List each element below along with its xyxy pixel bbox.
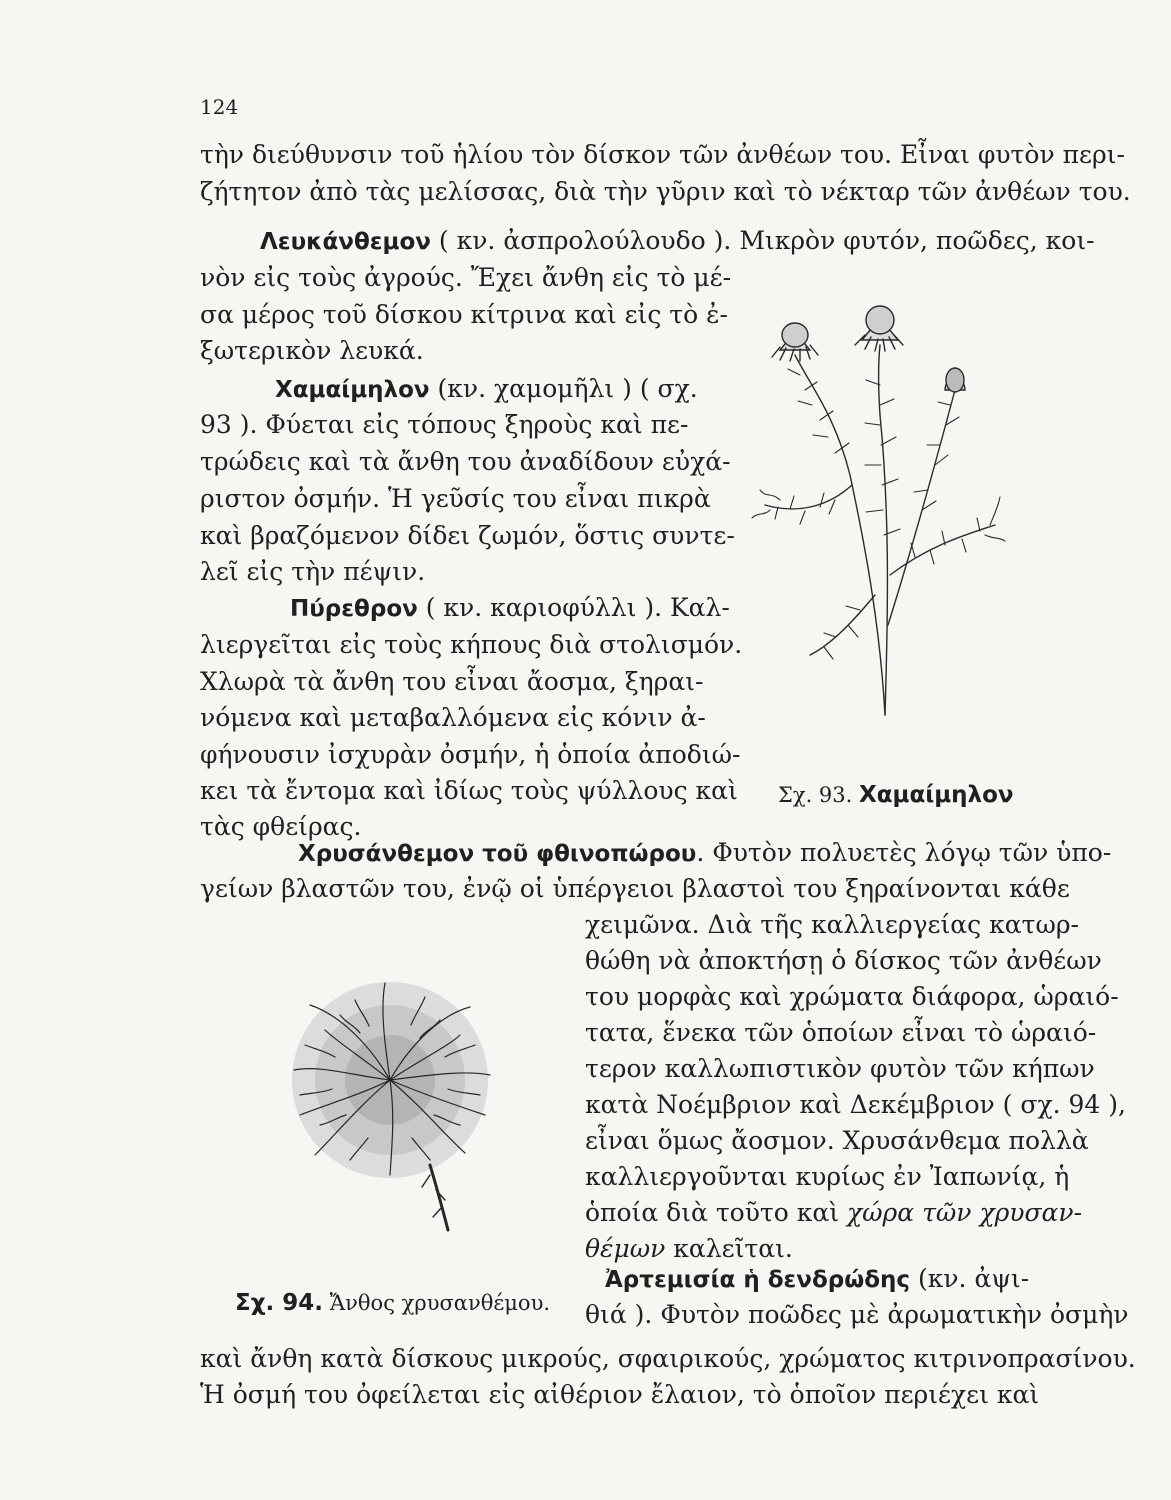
chrysanthemon-line-3: χειμῶνα. Διὰ τῆς καλλιεργείας κατωρ- bbox=[585, 910, 1079, 939]
chrysanthemon-line-10: καλλιεργοῦνται κυρίως ἐν Ἰαπωνίᾳ, ἡ bbox=[585, 1162, 1070, 1191]
pyrethron-line-6: κει τὰ ἔντομα καὶ ἰδίως τοὺς ψύλλους καὶ bbox=[200, 776, 738, 805]
chrysanthemon-line-4: θώθη νὰ ἀποκτήσῃ ὁ δίσκος τῶν ἀνθέων bbox=[585, 946, 1102, 975]
chrysanthemon-line-5: του μορφὰς καὶ χρώματα διάφορα, ὡραιό- bbox=[585, 982, 1119, 1011]
artemisia-line-2: θιά ). Φυτὸν ποῶδες μὲ ἀρωματικὴν ὀσμὴν bbox=[585, 1300, 1129, 1329]
leukanthemon-title: Λευκάνθεμον bbox=[260, 229, 431, 255]
pyrethron-text: ( κν. καριοφύλλι ). Καλ- bbox=[417, 593, 730, 622]
chamaimilon-title: Χαμαίμηλον bbox=[275, 377, 430, 403]
intro-line-2: ζήτητον ἀπὸ τὰς μελίσσας, διὰ τὴν γῦριν καὶ τὸ νέκταρ τῶν ἀνθέων του. bbox=[200, 177, 1131, 206]
figure-93-label: Σχ. 93. bbox=[778, 783, 853, 807]
chamaimilon-line-2: 93 ). Φύεται εἰς τόπους ξηροὺς καὶ πε- bbox=[200, 410, 689, 439]
leukanthemon-line-4: ξωτερικὸν λευκά. bbox=[200, 336, 424, 365]
chrysanthemon-line-7: τερον καλλωπιστικὸν φυτὸν τῶν κήπων bbox=[585, 1054, 1095, 1083]
pyrethron-line-3: Χλωρὰ τὰ ἄνθη του εἶναι ἄοσμα, ξηραι- bbox=[200, 667, 704, 696]
leukanthemon-line-3: σα μέρος τοῦ δίσκου κίτρινα καὶ εἰς τὸ ἐ- bbox=[200, 300, 728, 329]
chrysanthemon-line-6: τατα, ἕνεκα τῶν ὁποίων εἶναι τὸ ὡραιό- bbox=[585, 1018, 1097, 1047]
artemisia-title: Ἀρτεμισία ἡ δενδρώδης bbox=[605, 1267, 911, 1293]
figure-94-label: Σχ. 94. bbox=[235, 1290, 324, 1316]
pyrethron-line-5: φήνουσιν ἰσχυρὰν ὀσμήν, ἡ ὁποία ἀποδιώ- bbox=[200, 740, 741, 769]
chamomile-plant-illustration bbox=[740, 295, 1020, 725]
artemisia-line-1 bbox=[605, 1264, 1029, 1295]
chrysanthemon-line-2: γείων βλαστῶν του, ἐνῷ οἱ ὑπέργειοι βλαστοὶ του ξηραίνονται κάθε bbox=[200, 874, 1070, 903]
chrysanthemon-line-11-a: ὁποία διὰ τοῦτο καὶ bbox=[585, 1198, 848, 1227]
leukanthemon-line-1 bbox=[260, 226, 1095, 257]
chrysanthemon-line-12 bbox=[585, 1234, 793, 1264]
figure-93-caption bbox=[778, 780, 1014, 810]
page-number: 124 bbox=[200, 95, 239, 119]
chrysanthemon-line-1 bbox=[298, 838, 1111, 869]
leukanthemon-text: ( κν. ἀσπρολούλουδο ). Μικρὸν φυτόν, ποῶδες, κοι- bbox=[430, 226, 1095, 255]
chrysanthemon-line-11-italic: χώρα τῶν χρυσαν- bbox=[847, 1198, 1083, 1227]
pyrethron-line-7: τὰς φθείρας. bbox=[200, 812, 362, 841]
chamaimilon-line-6: λεῖ εἰς τὴν πέψιν. bbox=[200, 557, 426, 586]
chamaimilon-line-5: καὶ βραζόμενον δίδει ζωμόν, ὅστις συντε- bbox=[200, 521, 735, 550]
chrysanthemum-flower-illustration bbox=[280, 975, 505, 1235]
chrysanthemon-title: Χρυσάνθεμον τοῦ φθινοπώρου bbox=[298, 841, 697, 867]
artemisia-line-3: καὶ ἄνθη κατὰ δίσκους μικρούς, σφαιρικούς, χρώματος κιτρινοπρασίνου. bbox=[200, 1344, 1136, 1373]
chrysanthemon-line-12-italic: θέμων bbox=[585, 1234, 666, 1263]
leukanthemon-line-2: νὸν εἰς τοὺς ἀγρούς. Ἔχει ἄνθη εἰς τὸ μέ- bbox=[200, 263, 732, 292]
artemisia-text: (κν. ἀψι- bbox=[910, 1264, 1030, 1293]
pyrethron-line-2: λιεργεῖται εἰς τοὺς κήπους διὰ στολισμόν. bbox=[200, 630, 743, 659]
chamaimilon-line-4: ριστον ὀσμήν. Ἡ γεῦσίς του εἶναι πικρὰ bbox=[200, 484, 711, 513]
figure-93-name: Χαμαίμηλον bbox=[859, 782, 1014, 808]
chamaimilon-line-3: τρώδεις καὶ τὰ ἄνθη του ἀναδίδουν εὐχά- bbox=[200, 447, 731, 476]
chrysanthemon-text: . Φυτὸν πολυετὲς λόγῳ τῶν ὑπο- bbox=[696, 838, 1112, 867]
pyrethron-line-1 bbox=[290, 593, 730, 624]
pyrethron-title: Πύρεθρον bbox=[290, 596, 418, 622]
chrysanthemon-line-11 bbox=[585, 1198, 1082, 1228]
chrysanthemon-line-12-b: καλεῖται. bbox=[665, 1234, 793, 1263]
chrysanthemon-line-9: εἶναι ὅμως ἄοσμον. Χρυσάνθεμα πολλὰ bbox=[585, 1126, 1089, 1155]
figure-94-name: Ἄνθος χρυσανθέμου. bbox=[329, 1291, 551, 1315]
artemisia-line-4: Ἡ ὀσμή του ὀφείλεται εἰς αἰθέριον ἔλαιον, τὸ ὁποῖον περιέχει καὶ bbox=[200, 1380, 1040, 1409]
chamaimilon-line-1 bbox=[275, 374, 698, 405]
figure-94-caption bbox=[235, 1288, 550, 1318]
chrysanthemon-line-8: κατὰ Νοέμβριον καὶ Δεκέμβριον ( σχ. 94 ), bbox=[585, 1090, 1126, 1119]
intro-line-1: τὴν διεύθυνσιν τοῦ ἡλίου τὸν δίσκον τῶν ἀνθέων του. Εἶναι φυτὸν περι- bbox=[200, 140, 1125, 169]
pyrethron-line-4: νόμενα καὶ μεταβαλλόμενα εἰς κόνιν ἀ- bbox=[200, 703, 706, 732]
chamaimilon-text: (κν. χαμομῆλι ) ( σχ. bbox=[429, 374, 698, 403]
